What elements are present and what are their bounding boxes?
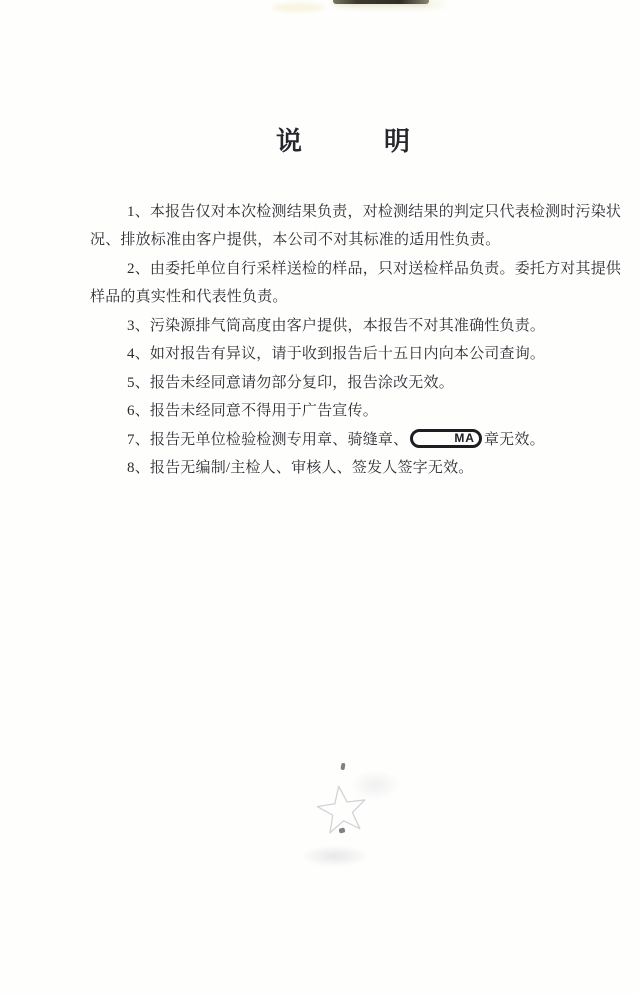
note-7-line [90,426,605,454]
page-title: 说 明 [275,127,411,156]
note-1-line-1: 1、本报告仅对本次检测结果负责，对检测结果的判定只代表检测时污染状 [127,204,622,220]
note-2-line-1: 2、由委托单位自行采样送检的样品，只对送检样品负责。委托方对其提供 [127,260,622,277]
note-7-text-prefix: 7、报告无单位检验检测专用章、骑缝章、 [127,431,409,448]
note-1-line-2: 况、排放标准由客户提供，本公司不对其标准的适用性负责。 [90,232,501,249]
note-7-text-suffix: 章无效。 [483,431,545,448]
scan-artifact-ink-dash [340,763,345,771]
note-3-line: 3、污染源排气筒高度由客户提供，本报告不对其准确性负责。 [127,317,546,334]
note-8-line: 8、报告无编制/主检人、审核人、签发人签字无效。 [127,460,474,477]
scan-artifact-top-smudge [333,0,429,4]
notes-section [90,198,622,483]
note-4-line: 4、如对报告有异议，请于收到报告后十五日内向本公司查询。 [127,346,546,363]
note-6-line: 6、报告未经同意不得用于广告宣传。 [127,403,378,420]
scan-artifact-smudge [350,770,400,800]
cma-certification-mark: MA [410,429,482,448]
note-2-line-2: 样品的真实性和代表性负责。 [90,289,288,306]
scan-artifact-smudge [300,845,370,867]
note-5-line: 5、报告未经同意请勿部分复印，报告涂改无效。 [127,374,454,391]
scan-artifact-top-tint [272,3,324,12]
